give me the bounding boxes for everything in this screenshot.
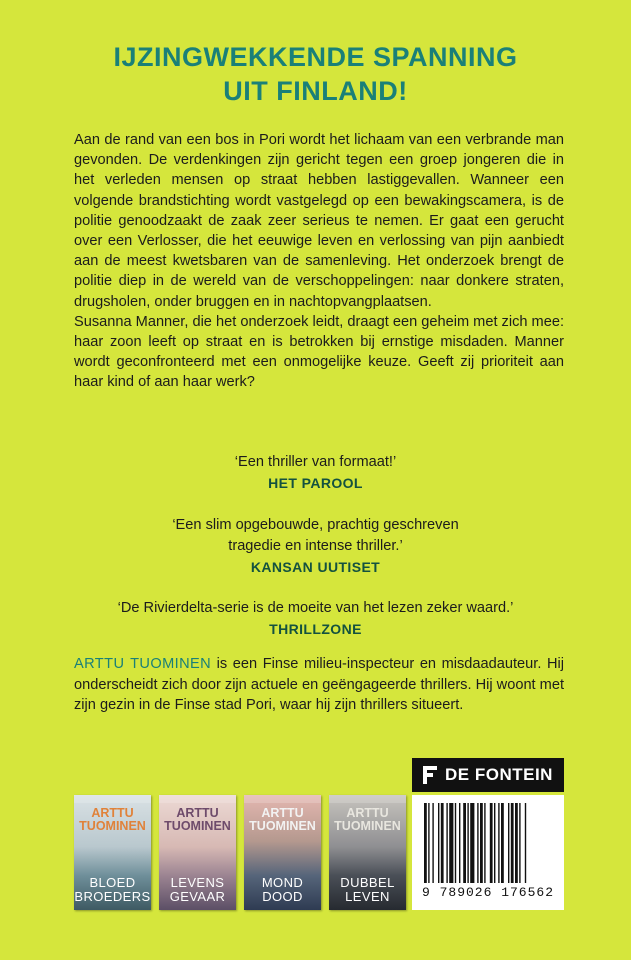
headline-line-2: UIT FINLAND!: [223, 76, 408, 106]
book-title: MOND DOOD: [261, 875, 304, 904]
review-quote-2: [0, 515, 631, 578]
quote-text: ‘Een thriller van formaat!’: [234, 454, 397, 470]
isbn-number: 9 789026 176562: [421, 885, 555, 900]
review-quote-3: [0, 598, 631, 640]
book-author: ARTTU TUOMINEN: [164, 806, 231, 833]
quote-text-continued: tragedie en intense thriller.’: [228, 538, 403, 554]
series-books: [74, 795, 406, 910]
book-cover-levensgevaar: [159, 795, 236, 910]
cover-headline: [0, 40, 631, 108]
publisher-logo: [412, 758, 564, 792]
barcode: [412, 795, 564, 910]
book-author: ARTTU TUOMINEN: [79, 806, 146, 833]
book-title: BLOED BROEDERS: [74, 875, 151, 904]
book-title: DUBBEL LEVEN: [340, 875, 395, 904]
book-cover-monddood: [244, 795, 321, 910]
book-cover-dubbelleven: [329, 795, 406, 910]
author-name: ARTTU TUOMINEN: [74, 656, 212, 672]
book-author: ARTTU TUOMINEN: [249, 806, 316, 833]
author-bio-text: is een Finse milieu-inspecteur en misdaadauteur. Hij onderscheidt zich door zijn actuele en geëngageerde thrillers. Hij woont met zijn gezin in de Finse stad Pori, waar hij zijn thrillers situeert.: [74, 656, 564, 714]
publisher-name: DE FONTEIN: [445, 765, 553, 784]
fontein-logo-icon: [423, 766, 437, 784]
book-cover-bloedbroeders: [74, 795, 151, 910]
synopsis-paragraph-2: Susanna Manner, die het onderzoek leidt, draagt een geheim met zich mee: haar zoon leeft op straat en is betrokken bij ernstige misdaden. Manner wordt geconfronteerd met een onmogelijke keuze. Geeft zij prioriteit aan haar kind of aan haar werk?: [74, 313, 565, 391]
barcode-bars: [424, 803, 552, 883]
quote-source: THRILLZONE: [269, 621, 362, 637]
headline-line-1: IJZINGWEKKENDE SPANNING: [113, 42, 518, 72]
synopsis-paragraph-1: Aan de rand van een bos in Pori wordt het lichaam van een verbrande man gevonden. De verdenkingen zijn gericht tegen een groep jongeren die in het verleden mensen op straat hebben lastiggevallen. Wanneer een volgende brandstichting wordt vastgelegd op een bewakingscamera, is de politie genoodzaakt de zaak zeer serieus te nemen. Er gaat een gerucht over een Verlosser, die het eeuwige leven en verlossing van pijn aanbiedt aan de meest kwetsbaren van de samenleving. Het onderzoek brengt de politie diep in de wereld van de verschoppelingen: naar donkere straten, drugsholen, onder bruggen en in nachtopvangplaatsen.: [74, 132, 564, 310]
quote-source: KANSAN UUTISET: [250, 559, 381, 575]
quote-source: HET PAROOL: [268, 475, 363, 491]
review-quote-1: [0, 452, 631, 494]
book-title: LEVENS GEVAAR: [169, 875, 226, 904]
author-bio: [74, 654, 564, 716]
quote-text: ‘De Rivierdelta-serie is de moeite van het lezen zeker waard.’: [117, 600, 514, 616]
quote-text: ‘Een slim opgebouwde, prachtig geschreven: [172, 517, 459, 533]
book-author: ARTTU TUOMINEN: [334, 806, 401, 833]
synopsis: [74, 130, 564, 393]
